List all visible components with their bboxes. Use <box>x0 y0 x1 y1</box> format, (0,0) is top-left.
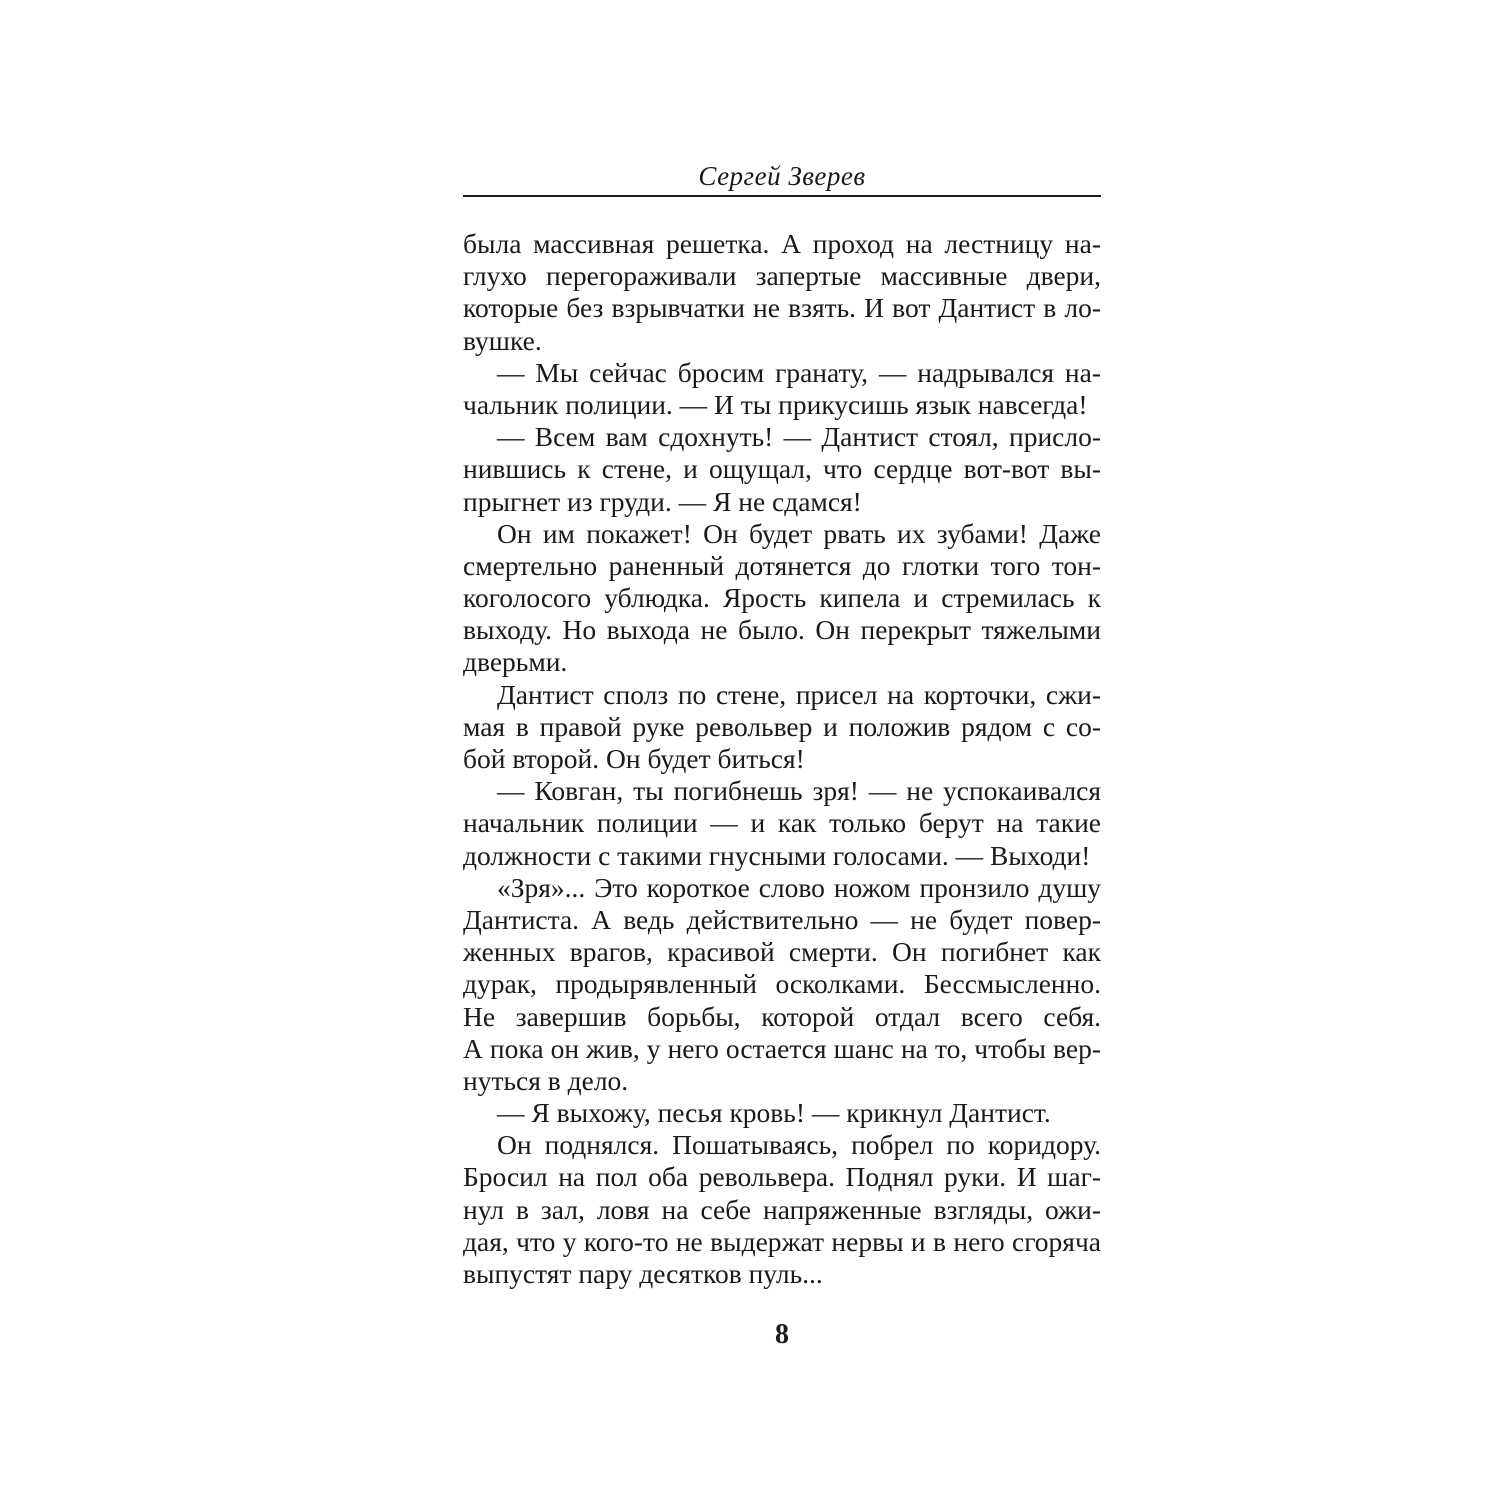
running-head-author: Сергей Зверев <box>698 161 866 191</box>
body-text <box>463 228 1101 1290</box>
text-line: дурак, продырявленный осколками. Бессмысленно. <box>463 968 1101 1000</box>
text-line: Бросил на пол оба револьвера. Поднял руки. И шаг- <box>463 1161 1101 1193</box>
text-line: нившись к стене, и ощущал, что сердце вот-вот вы- <box>463 453 1101 485</box>
text-line: прыгнет из груди. — Я не сдамся! <box>463 485 862 517</box>
text-line: глухо перегораживали запертые массивные двери, <box>463 260 1101 292</box>
text-line: Он им покажет! Он будет рвать их зубами! Даже <box>497 517 1101 549</box>
text-line: Дантист сполз по стене, присел на корточки, сжи- <box>497 678 1101 710</box>
header-rule <box>463 195 1101 197</box>
text-line: дверьми. <box>463 646 568 678</box>
text-line: Он поднялся. Пошатываясь, побрел по коридору. <box>497 1129 1101 1161</box>
text-line: — Мы сейчас бросим гранату, — надрывался на- <box>497 356 1101 388</box>
text-line: смертельно раненный дотянется до глотки того тон- <box>463 549 1101 581</box>
text-line: начальник полиции — и как только берут на такие <box>463 807 1101 839</box>
page-number: 8 <box>775 1319 789 1350</box>
text-line: женных врагов, красивой смерти. Он погибнет как <box>463 936 1101 968</box>
text-line: которые без взрывчатки не взять. И вот Дантист в ло- <box>463 292 1101 324</box>
text-line: чальник полиции. — И ты прикусишь язык навсегда! <box>463 388 1088 420</box>
text-line: Дантиста. А ведь действительно — не будет повер- <box>463 903 1101 935</box>
text-line: бой второй. Он будет биться! <box>463 743 805 774</box>
text-line: была массивная решетка. А проход на лестницу на- <box>463 228 1101 259</box>
text-line: нуться в дело. <box>463 1064 629 1096</box>
text-line: вушке. <box>463 324 542 356</box>
text-line: нул в зал, ловя на себе напряженные взгляды, ожи- <box>463 1193 1101 1225</box>
text-line: Не завершив борьбы, которой отдал всего себя. <box>463 1000 1101 1032</box>
text-line: — Ковган, ты погибнешь зря! — не успокаивался <box>497 775 1101 807</box>
text-line: дая, что у кого-то не выдержат нервы и в него сгоряча <box>463 1225 1101 1257</box>
text-line: коголосого ублюдка. Ярость кипела и стремилась к <box>463 582 1101 614</box>
text-line: выпустят пару десятков пуль... <box>463 1258 823 1289</box>
text-line: «Зря»... Это короткое слово ножом пронзило душу <box>497 871 1101 903</box>
text-line: мая в правой руке револьвер и положив рядом с со- <box>463 710 1101 742</box>
text-line: — Всем вам сдохнуть! — Дантист стоял, присло- <box>497 421 1101 453</box>
text-line: А пока он жив, у него остается шанс на то, чтобы вер- <box>463 1032 1101 1064</box>
text-line: выходу. Но выхода не было. Он перекрыт тяжелыми <box>463 614 1101 646</box>
text-line: — Я выхожу, песья кровь! — крикнул Дантист. <box>497 1097 1051 1129</box>
text-line: должности с такими гнусными голосами. — Выходи! <box>463 839 1091 871</box>
